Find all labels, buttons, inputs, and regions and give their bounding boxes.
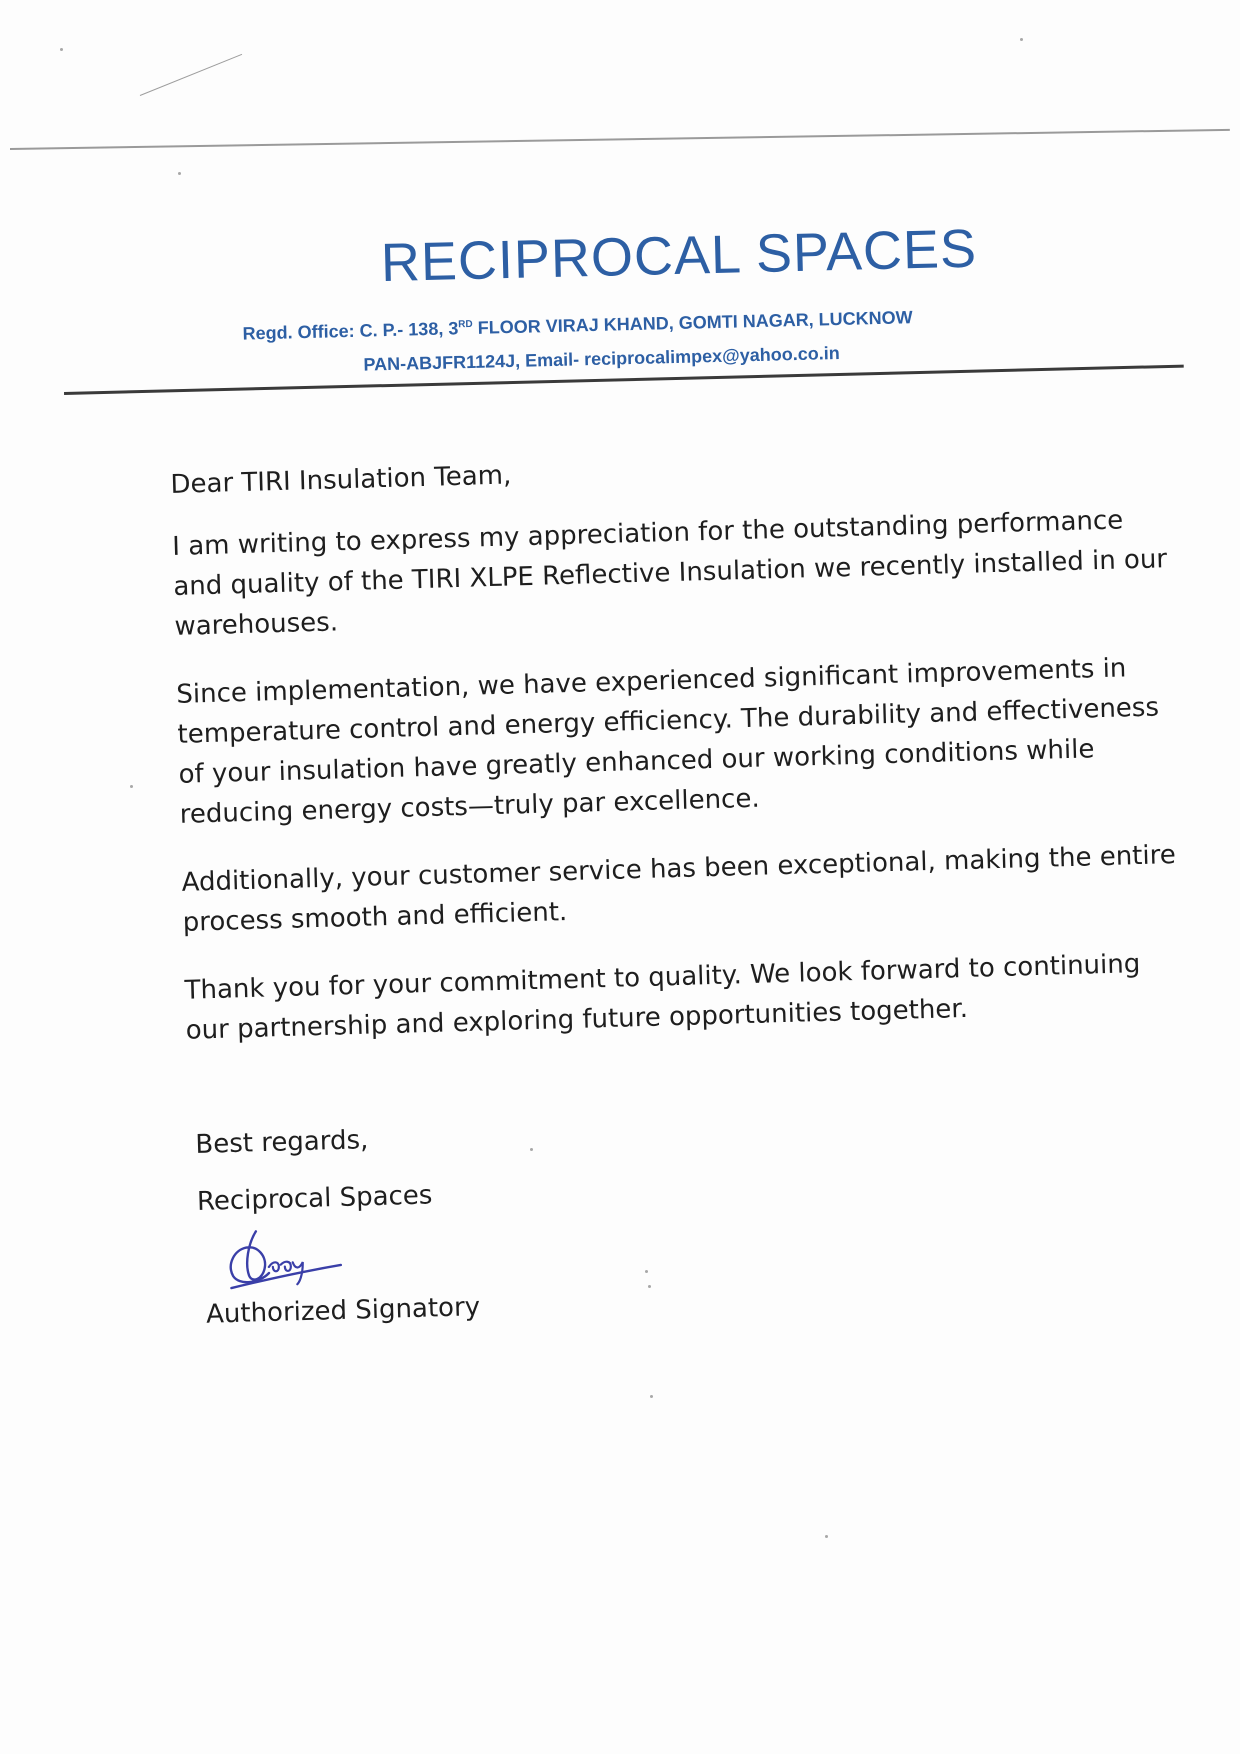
scan-speck — [645, 1270, 648, 1273]
registered-office-address — [242, 307, 913, 344]
address-suffix: FLOOR VIRAJ KHAND, GOMTI NAGAR, LUCKNOW — [472, 307, 913, 338]
scan-speck — [825, 1535, 828, 1538]
paragraph-thank-you: Thank you for your commitment to quality. We look forward to continuing our partnership and exploring future opportunities together. — [184, 949, 1141, 1046]
paragraph-improvements: Since implementation, we have experienced significant improvements in temperature control and energy efficiency. The durability and effectiveness of your insulation have greatly enhanced our working conditions while reducing energy costs—truly par excellence. — [176, 653, 1160, 830]
paragraph-appreciation: I am writing to express my appreciation for the outstanding performance and quality of the TIRI XLPE Reflective Insulation we recently installed in our warehouses. — [171, 505, 1168, 642]
closing-regards: Best regards, — [195, 1125, 369, 1160]
scan-speck — [650, 1395, 653, 1398]
scan-speck — [60, 48, 63, 51]
scan-artifact-line — [10, 129, 1230, 150]
salutation: Dear TIRI Insulation Team, — [170, 460, 512, 500]
letterhead — [60, 201, 1180, 375]
scan-speck — [530, 1148, 533, 1151]
scan-speck — [178, 172, 181, 175]
address-prefix: Regd. Office: C. P.- 138, 3 — [242, 318, 459, 344]
company-name: RECIPROCAL SPACES — [380, 218, 978, 294]
scan-speck — [130, 785, 133, 788]
sender-name: Reciprocal Spaces — [196, 1180, 433, 1217]
letter-body — [170, 437, 1187, 1079]
pan-email-line: PAN-ABJFR1124J, Email- reciprocalimpex@yahoo.co.in — [363, 342, 840, 375]
signatory-title: Authorized Signatory — [205, 1292, 481, 1330]
scan-speck — [1020, 38, 1023, 41]
handwritten-signature — [218, 1221, 350, 1295]
letter-closing — [195, 1116, 695, 1330]
address-superscript: RD — [458, 318, 473, 331]
scan-artifact-mark — [140, 54, 242, 96]
paragraph-customer-service: Additionally, your customer service has been exceptional, making the entire process smooth and efficient. — [181, 840, 1177, 938]
scan-speck — [648, 1285, 651, 1288]
